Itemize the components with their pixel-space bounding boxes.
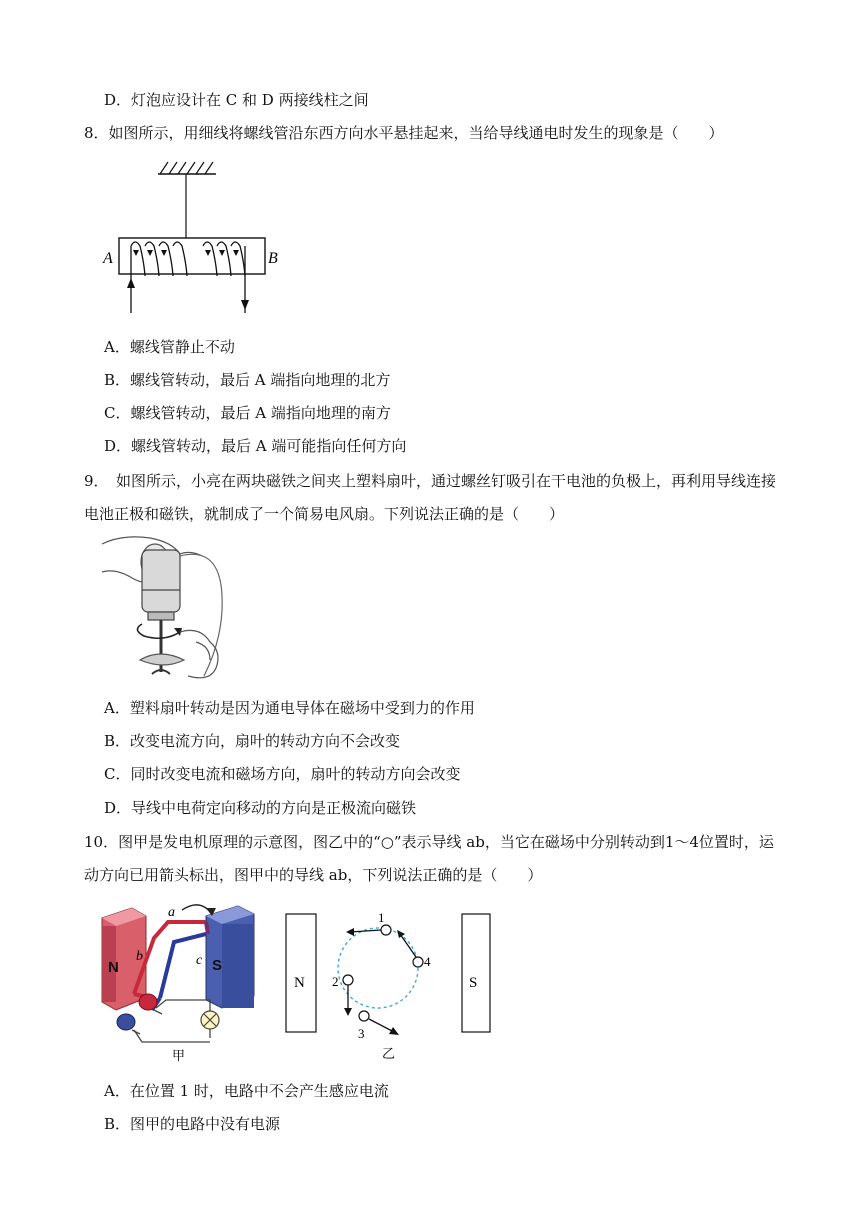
q8-option-d: D．螺线管转动，最后 A 端可能指向任何方向 bbox=[104, 437, 407, 455]
q10-stem-line1: 10．图甲是发电机原理的示意图，图乙中的“○”表示导线 ab，当它在磁场中分别转动到1～4位置时，运 bbox=[84, 833, 774, 851]
arrow-left-icon bbox=[346, 928, 354, 936]
arrow-down-right-icon bbox=[389, 1027, 399, 1035]
q8-option-a: A．螺线管静止不动 bbox=[104, 338, 235, 356]
q8-option-b: B．螺线管转动，最后 A 端指向地理的北方 bbox=[104, 371, 391, 389]
rotation-circle bbox=[338, 928, 418, 1008]
arrow-down-icon bbox=[344, 1008, 352, 1016]
position-4-label: 4 bbox=[424, 954, 431, 969]
q8-option-c: C．螺线管转动，最后 A 端指向地理的南方 bbox=[104, 404, 391, 422]
solenoid-label-a: A bbox=[103, 250, 113, 267]
arrow-up-left-icon bbox=[397, 930, 405, 938]
q9-option-d: D．导线中电荷定向移动的方向是正极流向磁铁 bbox=[104, 799, 417, 817]
q10-stem-line2: 动方向已用箭头标出，图甲中的导线 ab，下列说法正确的是（ ） bbox=[84, 866, 543, 884]
q9-fan-photo bbox=[100, 532, 232, 692]
q10-option-a: A．在位置 1 时，电路中不会产生感应电流 bbox=[104, 1082, 389, 1100]
ceiling-hatch-icon bbox=[160, 162, 213, 174]
caption-yi: 乙 bbox=[382, 1047, 396, 1062]
q9-stem-line1: 9． 如图所示，小亮在两块磁铁之间夹上塑料扇叶，通过螺丝钉吸引在干电池的负极上，再利用导线连接 bbox=[84, 472, 777, 490]
wire-label-a: a bbox=[168, 905, 175, 920]
caption-jia: 甲 bbox=[172, 1049, 186, 1064]
pole-n-label: N bbox=[294, 975, 305, 991]
q10-generator-figure-jia bbox=[98, 898, 263, 1068]
arrow-up-icon bbox=[127, 278, 135, 288]
position-2-label: 2 bbox=[332, 974, 339, 989]
solenoid-label-b: B bbox=[268, 250, 278, 267]
q7-option-d: D．灯泡应设计在 C 和 D 两接线柱之间 bbox=[104, 91, 369, 109]
q8-stem: 8．如图所示，用细线将螺线管沿东西方向水平悬挂起来，当给导线通电时发生的现象是（ ） bbox=[84, 124, 724, 142]
wire-label-c: c bbox=[196, 953, 203, 968]
q9-option-a: A．塑料扇叶转动是因为通电导体在磁场中受到力的作用 bbox=[104, 699, 475, 717]
wire-label-b: b bbox=[136, 949, 143, 964]
pole-s-label: S bbox=[469, 975, 478, 991]
q9-stem-line2: 电池正极和磁铁，就制成了一个简易电风扇。下列说法正确的是（ ） bbox=[84, 505, 565, 523]
magnet-s-label: S bbox=[212, 957, 223, 974]
position-3-label: 3 bbox=[358, 1026, 365, 1041]
q9-option-b: B．改变电流方向，扇叶的转动方向不会改变 bbox=[104, 732, 401, 750]
magnet-n-label: N bbox=[108, 959, 119, 976]
position-1-label: 1 bbox=[378, 910, 385, 925]
q10-figure-yi bbox=[282, 910, 494, 1068]
q10-option-b: B．图甲的电路中没有电源 bbox=[104, 1115, 281, 1133]
arrow-down-icon bbox=[241, 300, 249, 310]
q8-solenoid-figure bbox=[100, 158, 290, 323]
q9-option-c: C．同时改变电流和磁场方向，扇叶的转动方向会改变 bbox=[104, 765, 461, 783]
